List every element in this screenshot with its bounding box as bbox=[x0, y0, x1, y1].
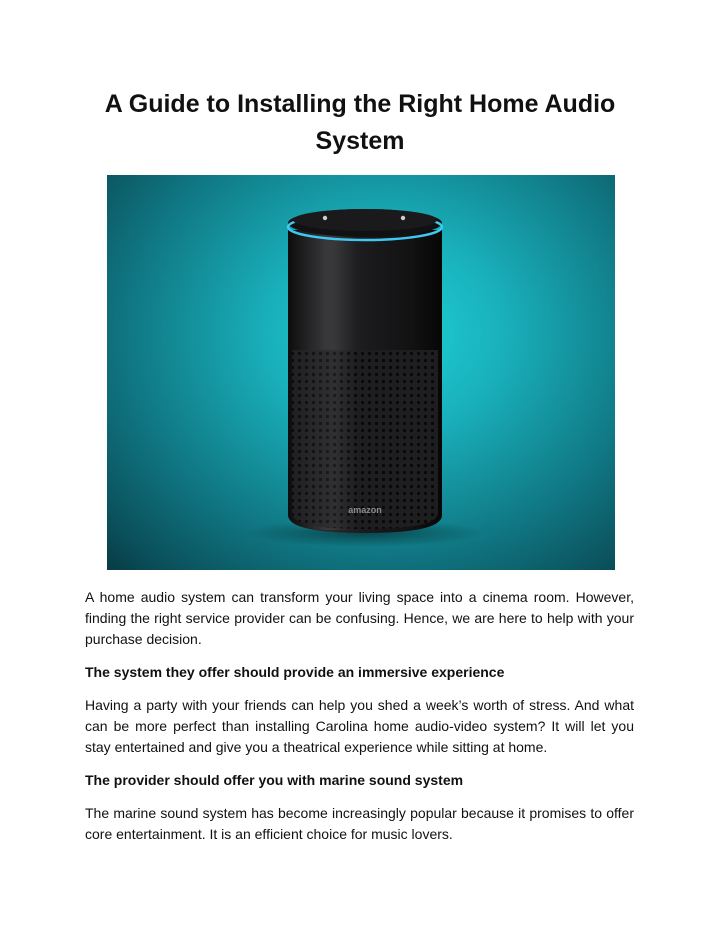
document-body bbox=[85, 587, 634, 857]
document-title: A Guide to Installing the Right Home Audio System bbox=[104, 90, 616, 155]
section-heading-immersive: The system they offer should provide an immersive experience bbox=[85, 664, 505, 680]
party-paragraph: Having a party with your friends can help you shed a week’s worth of stress. And what can be more perfect than installing Carolina home audio-video system? It will let you stay entertained and give you a theatrical experience while sitting at home. bbox=[85, 697, 634, 755]
smart-speaker-image bbox=[107, 175, 615, 570]
intro-paragraph: A home audio system can transform your living space into a cinema room. However, finding the right service provider can be confusing. Hence, we are here to help with your purchase decision. bbox=[85, 589, 634, 647]
marine-paragraph: The marine sound system has become increasingly popular because it promises to offer core entertainment. It is an efficient choice for music lovers. bbox=[85, 805, 634, 842]
amazon-logo-text: amazon bbox=[348, 505, 382, 515]
section-heading-marine: The provider should offer you with marine sound system bbox=[85, 772, 464, 788]
